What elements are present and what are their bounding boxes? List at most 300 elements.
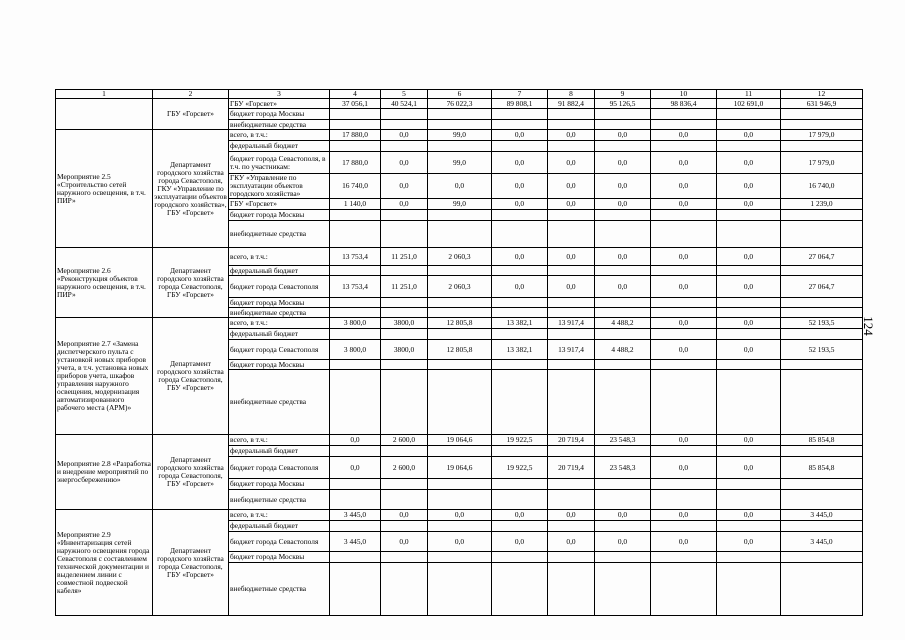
value-cell [492,329,548,340]
value-cell [492,120,548,130]
value-cell [651,298,717,308]
header-cell: 7 [492,90,548,99]
value-cell: 16 740,0 [330,174,381,199]
value-cell [492,141,548,152]
value-cell [595,210,651,221]
value-cell: 0,0 [717,174,781,199]
value-cell [717,221,781,248]
value-cell [595,370,651,435]
value-cell: 2 060,3 [428,248,492,266]
value-cell [548,370,595,435]
funding-source: внебюджетные средства [229,490,330,510]
value-cell [781,479,863,490]
value-cell: 37 056,1 [330,99,381,109]
value-cell [781,266,863,276]
value-cell [548,266,595,276]
value-cell [595,446,651,457]
value-cell [717,490,781,510]
executor: Департамент городского хозяйства города Севастополя, ГБУ «Горсвет» [153,435,229,510]
value-cell: 98 836,4 [651,99,717,109]
value-cell: 27 064,7 [781,248,863,266]
value-cell: 0,0 [717,199,781,210]
value-cell: 0,0 [717,248,781,266]
value-cell [651,490,717,510]
value-cell [595,266,651,276]
measure-name: Мероприятие 2.6 «Реконструкция объектов наружного освещения, в т.ч. ПИР» [56,248,153,318]
funding-source: бюджет города Севастополя [229,532,330,552]
funding-source: бюджет города Севастополя [229,340,330,360]
value-cell: 0,0 [492,199,548,210]
value-cell [781,210,863,221]
value-cell [428,490,492,510]
value-cell: 0,0 [717,340,781,360]
value-cell [492,563,548,616]
value-cell: 0,0 [717,276,781,298]
value-cell: 0,0 [595,174,651,199]
value-cell: 4 488,2 [595,340,651,360]
funding-source: ГКУ «Управление по эксплуатации объектов городского хозяйства» [229,174,330,199]
value-cell [330,141,381,152]
value-cell [651,479,717,490]
value-cell [381,563,428,616]
value-cell [781,360,863,370]
value-cell [428,221,492,248]
value-cell: 19 064,6 [428,435,492,446]
value-cell [595,109,651,120]
funding-source: бюджет города Москвы [229,298,330,308]
value-cell [781,370,863,435]
value-cell: 0,0 [381,174,428,199]
value-cell [492,370,548,435]
value-cell: 102 691,0 [717,99,781,109]
value-cell: 0,0 [651,130,717,141]
value-cell: 12 805,8 [428,318,492,329]
value-cell: 91 882,4 [548,99,595,109]
value-cell [492,446,548,457]
value-cell: 0,0 [717,510,781,521]
executor: Департамент городского хозяйства города Севастополя, ГКУ «Управление по эксплуатации объектов городского хозяйства», ГБУ «Горсвет» [153,130,229,248]
value-cell: 0,0 [651,340,717,360]
value-cell: 1 140,0 [330,199,381,210]
value-cell: 12 805,8 [428,340,492,360]
value-cell [381,446,428,457]
funding-source: всего, в т.ч.: [229,510,330,521]
value-cell: 0,0 [717,532,781,552]
value-cell: 0,0 [492,248,548,266]
value-cell [595,479,651,490]
header-cell: 6 [428,90,492,99]
page-number: 124 [860,316,876,336]
value-cell: 0,0 [595,248,651,266]
funding-source: федеральный бюджет [229,266,330,276]
value-cell [717,360,781,370]
value-cell [330,298,381,308]
table-row [56,435,863,446]
value-cell [781,298,863,308]
value-cell: 0,0 [595,152,651,174]
value-cell [717,141,781,152]
value-cell [651,308,717,318]
value-cell [781,329,863,340]
value-cell [330,479,381,490]
value-cell [381,479,428,490]
value-cell [595,360,651,370]
value-cell [595,329,651,340]
value-cell: 0,0 [651,199,717,210]
header-cell: 2 [153,90,229,99]
value-cell [595,308,651,318]
value-cell: 0,0 [381,510,428,521]
value-cell: 0,0 [548,276,595,298]
value-cell: 13 753,4 [330,248,381,266]
value-cell: 11 251,0 [381,276,428,298]
value-cell: 0,0 [717,152,781,174]
value-cell: 0,0 [651,457,717,479]
value-cell [717,308,781,318]
value-cell: 0,0 [717,318,781,329]
value-cell: 0,0 [330,435,381,446]
value-cell: 3 800,0 [330,340,381,360]
value-cell [492,479,548,490]
funding-source: ГБУ «Горсвет» [229,99,330,109]
value-cell: 13 382,1 [492,318,548,329]
value-cell [492,210,548,221]
value-cell [781,563,863,616]
value-cell [492,109,548,120]
value-cell: 13 917,4 [548,318,595,329]
executor: Департамент городского хозяйства города Севастополя, ГБУ «Горсвет» [153,318,229,435]
funding-source: всего, в т.ч.: [229,435,330,446]
value-cell: 89 808,1 [492,99,548,109]
header-cell: 9 [595,90,651,99]
value-cell [651,446,717,457]
funding-source: внебюджетные средства [229,221,330,248]
value-cell [548,298,595,308]
value-cell: 0,0 [381,199,428,210]
table-row [56,510,863,521]
value-cell: 0,0 [492,130,548,141]
value-cell: 3 800,0 [330,318,381,329]
value-cell: 52 193,5 [781,318,863,329]
value-cell [428,308,492,318]
value-cell: 0,0 [492,276,548,298]
funding-source: федеральный бюджет [229,521,330,532]
value-cell: 23 548,3 [595,457,651,479]
value-cell [651,266,717,276]
value-cell [651,360,717,370]
value-cell: 0,0 [548,174,595,199]
value-cell [548,490,595,510]
value-cell [381,521,428,532]
value-cell [651,370,717,435]
value-cell [548,109,595,120]
value-cell [381,141,428,152]
value-cell [548,221,595,248]
value-cell [651,329,717,340]
value-cell [330,552,381,563]
funding-source: федеральный бюджет [229,446,330,457]
value-cell: 85 854,8 [781,435,863,446]
value-cell [651,552,717,563]
value-cell: 23 548,3 [595,435,651,446]
value-cell: 1 239,0 [781,199,863,210]
value-cell: 0,0 [717,457,781,479]
value-cell: 2 060,3 [428,276,492,298]
value-cell: 0,0 [428,174,492,199]
measure-name: Мероприятие 2.8 «Разработка и внедрение мероприятий по энергосбережению» [56,435,153,510]
value-cell [428,266,492,276]
value-cell: 20 719,4 [548,457,595,479]
value-cell [595,563,651,616]
value-cell [428,298,492,308]
value-cell [381,298,428,308]
funding-source: федеральный бюджет [229,141,330,152]
value-cell [548,120,595,130]
value-cell [717,329,781,340]
value-cell [381,552,428,563]
table-row [56,99,863,109]
value-cell [381,308,428,318]
value-cell: 76 022,3 [428,99,492,109]
value-cell: 0,0 [595,532,651,552]
measure-name: Мероприятие 2.9 «Инвентаризация сетей наружного освещения города Севастополя с составлением технической документации и выделением линии с совместной подвеской кабеля» [56,510,153,616]
budget-table [55,89,863,616]
value-cell [651,109,717,120]
value-cell [781,446,863,457]
header-cell: 4 [330,90,381,99]
value-cell: 3800,0 [381,318,428,329]
value-cell: 3 445,0 [781,510,863,521]
value-cell [781,521,863,532]
value-cell [717,298,781,308]
value-cell: 0,0 [381,130,428,141]
header-cell: 5 [381,90,428,99]
value-cell: 4 488,2 [595,318,651,329]
funding-source: всего, в т.ч.: [229,130,330,141]
value-cell: 0,0 [595,510,651,521]
value-cell: 20 719,4 [548,435,595,446]
value-cell [492,521,548,532]
value-cell [428,360,492,370]
value-cell [651,221,717,248]
value-cell: 99,0 [428,152,492,174]
value-cell: 95 126,5 [595,99,651,109]
value-cell [548,308,595,318]
value-cell [330,563,381,616]
value-cell [330,446,381,457]
value-cell [381,210,428,221]
value-cell [428,521,492,532]
value-cell [381,109,428,120]
value-cell [781,221,863,248]
value-cell [548,446,595,457]
value-cell [492,266,548,276]
value-cell [595,298,651,308]
value-cell: 0,0 [651,248,717,266]
value-cell [717,552,781,563]
value-cell [548,141,595,152]
value-cell [717,266,781,276]
funding-source: бюджет города Москвы [229,552,330,563]
value-cell: 0,0 [492,532,548,552]
header-cell: 11 [717,90,781,99]
value-cell [492,298,548,308]
value-cell: 19 922,5 [492,457,548,479]
value-cell [330,370,381,435]
value-cell [548,552,595,563]
value-cell [428,552,492,563]
value-cell: 0,0 [492,510,548,521]
value-cell [381,490,428,510]
value-cell [548,360,595,370]
value-cell [595,221,651,248]
value-cell: 0,0 [548,532,595,552]
value-cell [330,266,381,276]
executor: ГБУ «Горсвет» [153,99,229,130]
executor: Департамент городского хозяйства города Севастополя, ГБУ «Горсвет» [153,248,229,318]
value-cell: 0,0 [595,130,651,141]
value-cell: 40 524,1 [381,99,428,109]
value-cell [651,521,717,532]
value-cell [330,221,381,248]
value-cell [717,563,781,616]
value-cell [428,563,492,616]
funding-source: бюджет города Москвы [229,360,330,370]
value-cell [492,552,548,563]
value-cell [651,120,717,130]
value-cell [381,360,428,370]
value-cell: 16 740,0 [781,174,863,199]
value-cell: 11 251,0 [381,248,428,266]
value-cell [428,141,492,152]
value-cell [595,552,651,563]
funding-source: бюджет города Севастополя [229,276,330,298]
header-cell: 8 [548,90,595,99]
value-cell [781,490,863,510]
value-cell [381,266,428,276]
value-cell [781,308,863,318]
value-cell [428,120,492,130]
value-cell: 631 946,9 [781,99,863,109]
funding-source: бюджет города Севастополя, в т.ч. по участникам: [229,152,330,174]
table-row [56,130,863,141]
value-cell [330,109,381,120]
value-cell: 0,0 [651,435,717,446]
value-cell: 99,0 [428,130,492,141]
value-cell: 0,0 [428,532,492,552]
value-cell [492,221,548,248]
value-cell [651,563,717,616]
funding-source: бюджет города Москвы [229,210,330,221]
value-cell [781,120,863,130]
value-cell [330,210,381,221]
value-cell: 0,0 [548,248,595,266]
value-cell: 0,0 [548,510,595,521]
value-cell: 27 064,7 [781,276,863,298]
value-cell: 17 979,0 [781,152,863,174]
value-cell: 0,0 [595,199,651,210]
value-cell: 17 880,0 [330,152,381,174]
value-cell: 2 600,0 [381,435,428,446]
value-cell [428,370,492,435]
value-cell [548,563,595,616]
funding-source: внебюджетные средства [229,563,330,616]
value-cell: 0,0 [651,152,717,174]
value-cell [781,109,863,120]
measure-name: Мероприятие 2.5 «Строительство сетей наружного освещения, в т.ч. ПИР» [56,130,153,248]
value-cell: 0,0 [651,510,717,521]
value-cell [492,308,548,318]
value-cell: 0,0 [381,532,428,552]
funding-source: бюджет города Москвы [229,109,330,120]
value-cell: 0,0 [492,174,548,199]
value-cell: 13 753,4 [330,276,381,298]
value-cell [781,552,863,563]
value-cell [330,521,381,532]
value-cell: 0,0 [651,532,717,552]
value-cell: 52 193,5 [781,340,863,360]
value-cell: 0,0 [548,199,595,210]
value-cell [381,370,428,435]
value-cell: 0,0 [651,276,717,298]
value-cell [381,329,428,340]
value-cell [717,521,781,532]
value-cell [595,141,651,152]
value-cell: 0,0 [548,152,595,174]
funding-source: внебюджетные средства [229,370,330,435]
funding-source: внебюджетные средства [229,308,330,318]
header-row [56,90,863,99]
value-cell: 17 880,0 [330,130,381,141]
funding-source: всего, в т.ч.: [229,248,330,266]
value-cell [717,210,781,221]
value-cell [548,521,595,532]
value-cell [717,446,781,457]
value-cell: 3 445,0 [330,510,381,521]
value-cell: 17 979,0 [781,130,863,141]
funding-source: всего, в т.ч.: [229,318,330,329]
value-cell: 0,0 [651,174,717,199]
funding-source: внебюджетные средства [229,120,330,130]
value-cell [428,210,492,221]
value-cell: 19 064,6 [428,457,492,479]
header-cell: 10 [651,90,717,99]
value-cell [651,141,717,152]
value-cell [428,446,492,457]
value-cell: 3 445,0 [330,532,381,552]
table-row [56,318,863,329]
value-cell [651,210,717,221]
value-cell: 3 445,0 [781,532,863,552]
value-cell [330,360,381,370]
value-cell [548,479,595,490]
value-cell: 0,0 [492,152,548,174]
header-cell: 3 [229,90,330,99]
value-cell: 0,0 [717,435,781,446]
funding-source: бюджет города Севастополя [229,457,330,479]
value-cell: 19 922,5 [492,435,548,446]
value-cell: 0,0 [651,318,717,329]
value-cell [717,109,781,120]
value-cell: 13 382,1 [492,340,548,360]
table-row [56,248,863,266]
value-cell: 3800,0 [381,340,428,360]
measure-name: Мероприятие 2.7 «Замена диспетчерского пульта с установкой новых приборов учета, в т.ч. установка новых приборов учета, шкафов управления наружного освещения, модернизация автоматизированного рабочего места (АРМ)» [56,318,153,435]
value-cell [781,141,863,152]
value-cell: 0,0 [717,130,781,141]
measure-name [56,99,153,130]
funding-source: ГБУ «Горсвет» [229,199,330,210]
